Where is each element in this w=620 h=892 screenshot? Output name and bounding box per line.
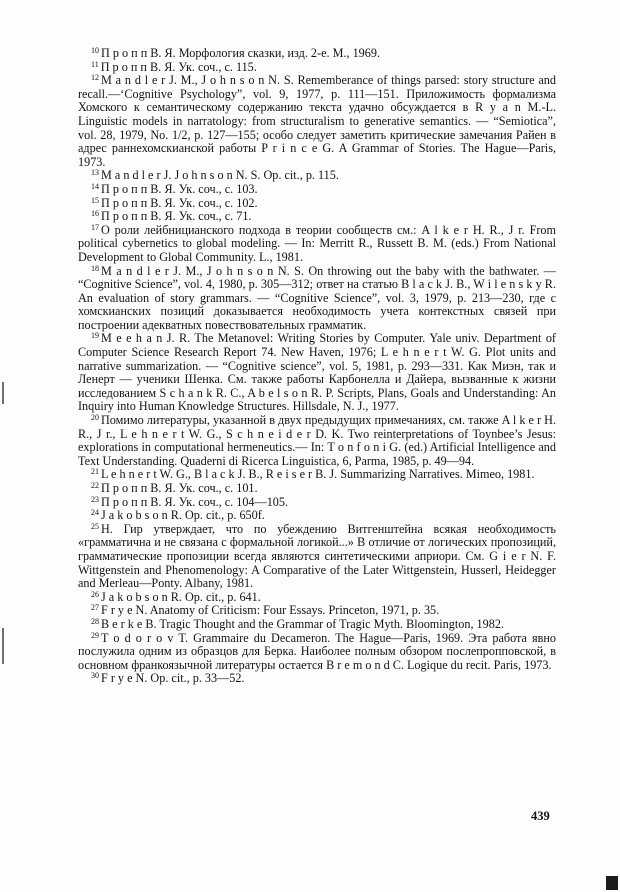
footnote-number: 11 [91, 59, 99, 69]
left-margin-mark [2, 382, 4, 404]
footnote-number: 16 [91, 209, 99, 219]
footnote-number: 12 [91, 73, 99, 83]
footnote-number: 24 [91, 508, 99, 518]
footnote-text: J a k o b s o n R. Op. cit., p. 650f. [101, 508, 265, 523]
footnote-text: П р о п п В. Я. Ук. соч., с. 101. [101, 481, 258, 495]
footnote [78, 414, 556, 468]
footnote-text: П р о п п В. Я. Ук. соч., с. 71. [101, 209, 252, 224]
footnote-number: 29 [91, 630, 99, 640]
left-margin-mark [2, 628, 4, 664]
footnote [78, 74, 556, 169]
footnote-number: 27 [91, 603, 99, 613]
footnote [78, 496, 556, 510]
footnote [78, 509, 556, 523]
footnote-text: П р о п п В. Я. Ук. соч., с. 103. [101, 181, 258, 196]
footnote [78, 169, 556, 183]
footnote [78, 224, 556, 265]
footnote [78, 482, 556, 496]
footnote-text: П р о п п В. Я. Ук. соч., с. 104—105. [101, 494, 289, 509]
footnote [78, 265, 556, 333]
footnote [78, 47, 556, 61]
footnotes-block [78, 47, 556, 686]
footnote-text: L e h n e r t W. G., B l a c k J. B., R e i s e r B. J. Summarizing Narratives. Mimeo, 1981. [101, 467, 535, 482]
footnote-text: П р о п п В. Я. Ук. соч., с. 102. [101, 195, 258, 210]
footnote-number: 20 [91, 413, 99, 423]
footnote [78, 618, 556, 632]
footnote-text: F r y e N. Op. cit., p. 33—52. [101, 671, 245, 686]
footnote [78, 61, 556, 75]
footnote-text: О роли лейбницианского подхода в теории сообществ см.: A l k e r H. R., J r. From political cybernetics to global modeling. — In: Merritt R., Russett B. M. (eds.) From National Development to Global Community. L., 1981. [78, 222, 556, 264]
footnote-text: T o d o r o v T. Grammaire du Decameron. The Hague—Paris, 1969. Эта работа явно послужила одним из образцов для Берка. Наиболее полным обзором послепропповской, в основном франкоязычной литературы остается B r e m o n d C. Logique du recit. Paris, 1973. [78, 630, 556, 672]
footnote-number: 18 [91, 263, 99, 273]
footnote-number: 28 [91, 616, 99, 626]
footnote-number: 15 [91, 195, 99, 205]
footnote [78, 210, 556, 224]
footnote-text: M e e h a n J. R. The Metanovel: Writing Stories by Computer. Yale univ. Department of Computer Science Research Report 74. New Haven, 1976; L e h n e r t W. G. Plot units and narrative summarization. — “Cognitive science”, vol. 5, 1981, p. 293—331. Как Миэн, так и Ленерт — ученики Шенка. См. также работы Карбонелла и Дайера, вызванные к жизни исследованием S c h a n k R. C., A b e l s o n R. P. Scripts, Plans, Goals and Understanding: An Inquiry into Human Knowledge Structures. Hillsdale, N. J., 1977. [78, 331, 556, 414]
footnote-text: B e r k e B. Tragic Thought and the Grammar of Tragic Myth. Bloomington, 1982. [101, 616, 504, 631]
footnote-text: F r y e N. Anatomy of Criticism: Four Essays. Princeton, 1971, p. 35. [101, 603, 440, 618]
page-number: 439 [531, 809, 550, 823]
bottom-right-corner-mark [606, 876, 618, 890]
footnote [78, 183, 556, 197]
footnote-text: Помимо литературы, указанной в двух предыдущих примечаниях, см. также A l k e r H. R., J r., L e h n e r t W. G., S c h n e i d e r D. K. Two reinterpretations of Toynbee’s Jesus: explorations in computational hermeneutics.— In: T o n f o n i G. (ed.) Artificial Intelligence and Text Understanding. Quaderni di Ricerca Linguistica, 6, Parma, 1985, p. 49—94. [78, 413, 556, 468]
footnote-text: П р о п п В. Я. Ук. соч., с. 115. [100, 59, 257, 74]
footnote [78, 632, 556, 673]
footnote-number: 30 [91, 671, 99, 681]
footnote [78, 332, 556, 414]
footnote [78, 468, 556, 482]
footnote-number: 26 [91, 589, 99, 599]
footnote [78, 197, 556, 211]
footnote-number: 23 [91, 494, 99, 504]
footnote-text: M a n d l e r J. M., J o h n s o n N. S. Rememberance of things parsed: story structure and recall.—‘Cognitive Psychology”, vol. 9, 1977, p. 111—151. Приложимость формализма Хомского к семантическому содержанию текста удачно обсуждается в R y a n M.-L. Linguistic models in narratology: from structuralism to generative semantics. — “Semiotica”, vol. 28, 1979, No. 1/2, p. 127—155; особо следует заметить критические замечания Райен в адрес раннехомскианской работы P r i n c e G. A Grammar of Stories. The Hague—Paris, 1973. [78, 73, 556, 169]
footnote [78, 523, 556, 591]
footnote-text: J a k o b s o n R. Op. cit., p. 641. [101, 589, 261, 604]
footnote-text: M a n d l e r J. M., J o h n s o n N. S. On throwing out the baby with the bathwater. — “Cognitive Science”, vol. 4, 1980, p. 305—312; ответ на статью B l a c k J. B., W i l e n s k y R. An evaluation of story grammars. — “Cognitive Science”, vol. 3, 1979, p. 213—230, где с хомскианских позиций доказывается необходимость учета контекстных связей при построении адекватных повествовательных грамматик. [78, 263, 556, 332]
footnote [78, 591, 556, 605]
footnote-text: M a n d l e r J. J o h n s o n N. S. Op. cit., p. 115. [101, 168, 339, 183]
footnote-number: 13 [91, 168, 99, 178]
footnote-number: 25 [91, 521, 99, 531]
footnote-text: П р о п п В. Я. Морфология сказки, изд. 2-е. М., 1969. [101, 46, 380, 60]
footnote-number: 22 [91, 481, 99, 490]
footnote [78, 672, 556, 686]
footnote-number: 14 [91, 181, 99, 191]
footnote [78, 604, 556, 618]
footnote-number: 17 [91, 222, 99, 232]
footnote-number: 10 [91, 46, 99, 55]
footnote-text: Н. Гир утверждает, что по убеждению Витгенштейна всякая необходимость «грамматична и не связана с формальной логикой...» В отличие от логических пропозиций, грамматические пропозиции всегда являются синтетическими априори. См. G i e r N. F. Wittgenstein and Phenomenology: A Comparative of the Later Wittgenstein, Husserl, Heidegger and Merleau—Ponty. Albany, 1981. [78, 521, 556, 591]
footnote-number: 19 [91, 331, 99, 341]
footnote-number: 21 [91, 467, 99, 477]
